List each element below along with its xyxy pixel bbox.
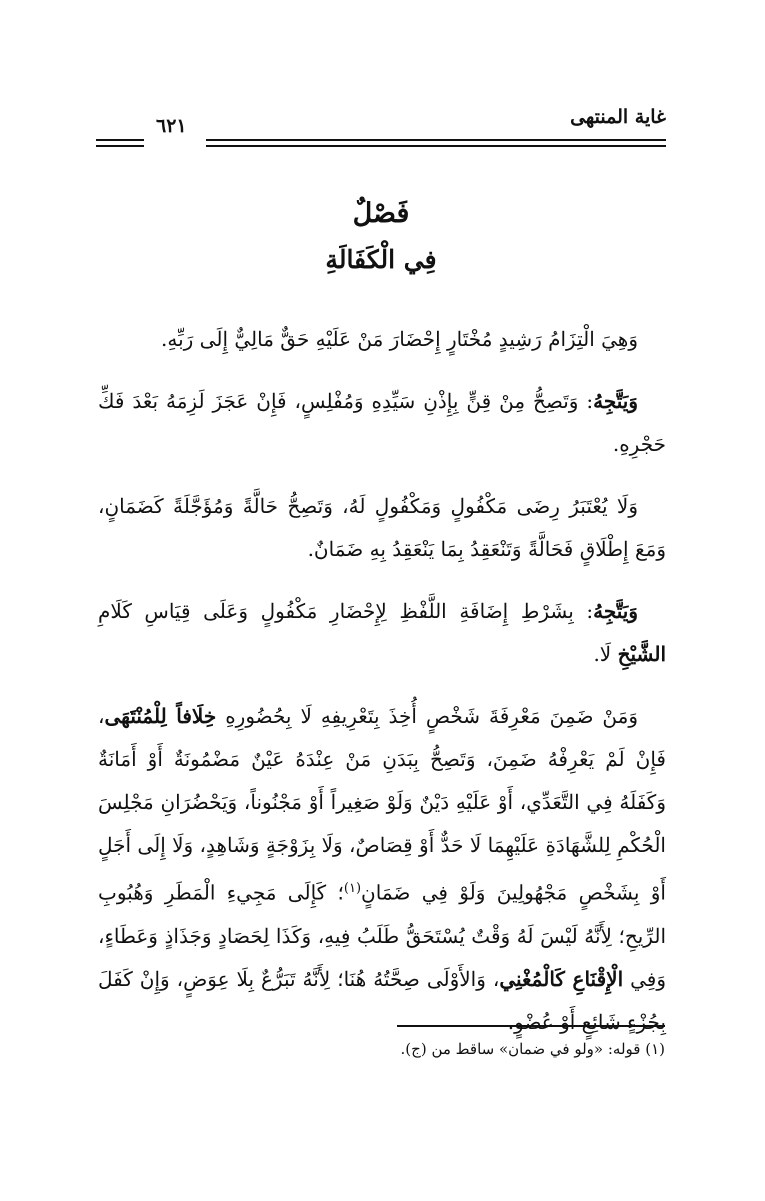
section-subject: فِي الْكَفَالَةِ — [325, 245, 437, 274]
text-segment: ، وَالأَوْلَى صِحَّتُهُ هُنَا؛ لِأَنَّهُ تَبَرُّعٌ بِلَا عِوَضٍ، وَإِنْ كَفَلَ بِجُزْءٍ شَائِعٍ أَوْ عُضْوٍ. — [98, 966, 666, 1034]
text-segment: ، فَإِنْ لَمْ يَعْرِفْهُ ضَمِنَ، وَتَصِحُّ بِبَدَنِ مَنْ عِنْدَهُ عَيْنٌ مَضْمُونَةٌ أَوْ أَمَانَةٌ وَكَفَلَهُ فِي التَّعَدِّي، أَوْ عَلَيْهِ دَيْنٌ وَلَوْ صَغِيراً أَوْ مَجْنُوناً، وَيَحْضُرَانِ مَجْلِسَ الْحُكْمِ لِلشَّهَادَةِ عَلَيْهِمَا لَا حَدٌّ أَوْ قِصَاصٌ، وَلَا بِزَوْجَةٍ وَشَاهِدٍ، وَلَا إِلَى أَجَلٍ أَوْ بِشَخْصٍ مَجْهُولِينَ وَلَوْ فِي ضَمَانٍ — [98, 704, 666, 905]
bold-term: الشَّيْخِ — [617, 642, 666, 666]
header-rule — [206, 139, 666, 147]
footnote-rule — [397, 1025, 665, 1027]
text-segment: : وَتَصِحُّ مِنْ قِنٍّ بِإِذْنِ سَيِّدِهِ وَمُفْلِسٍ، فَإِنْ عَجَزَ لَزِمَهُ بَعْدَ فَكِّ حَجْرِهِ. — [98, 389, 666, 456]
bold-term: الْإِقْنَاعِ كَالْمُغْنِي — [499, 966, 624, 991]
section-heading: فَصْلٌ — [352, 198, 410, 229]
page-number: ٦٢١ — [156, 115, 187, 137]
paragraph — [98, 380, 666, 466]
text-segment: وَهِيَ الْتِزَامُ رَشِيدٍ مُخْتَارٍ إِحْضَارَ مَنْ عَلَيْهِ حَقٌّ مَالِيٌّ إِلَى رَبِّهِ. — [161, 327, 638, 351]
footnote: (١) قوله: «ولو في ضمان» ساقط من (ج). — [400, 1040, 665, 1058]
header-rule-short — [96, 139, 144, 147]
text-segment: لَا. — [593, 642, 618, 666]
text-segment: : بِشَرْطِ إِضَافَةِ اللَّفْظِ لِإِحْضَارِ مَكْفُولٍ وَعَلَى قِيَاسِ كَلَامِ — [98, 599, 594, 623]
bold-term: وَيَتَّجِهُ — [593, 599, 638, 623]
paragraph — [98, 590, 666, 676]
book-title: غاية المنتهى — [570, 106, 666, 128]
text-segment: وَلَا يُعْتَبَرُ رِضَى مَكْفُولٍ وَمَكْفُولٍ لَهُ، وَتَصِحُّ حَالَّةً وَمُؤَجَّلَةً كَضَمَانٍ، وَمَعَ إِطْلَاقٍ فَحَالَّةً وَتَنْعَقِدُ بِمَا يَنْعَقِدُ بِهِ ضَمَانٌ. — [98, 494, 666, 561]
footnote-marker[interactable]: (١) — [343, 881, 362, 896]
text-segment: ؛ كَإِلَى مَجِيءِ الْمَطَرِ وَهُبُوبِ الرِّيحِ؛ لِأَنَّهُ لَيْسَ لَهُ وَقْتٌ يُسْتَحَقُّ طَلَبُ فِيهِ، وَكَذَا لِحَصَادٍ وَجَذَاذٍ وَعَطَاءٍ، وَفِي — [98, 880, 666, 991]
paragraph — [98, 485, 666, 571]
paragraph — [98, 318, 666, 361]
running-header — [96, 106, 666, 154]
paragraph — [98, 695, 666, 1044]
text-segment: وَمَنْ ضَمِنَ مَعْرِفَةَ شَخْصٍ أُخِذَ بِتَعْرِيفِهِ لَا بِحُضُورِهِ — [216, 704, 638, 728]
bold-term: وَيَتَّجِهُ — [593, 389, 638, 413]
body-text — [98, 318, 666, 1044]
bold-term: خِلَافاً لِلْمُنْتَهَى — [104, 704, 217, 728]
